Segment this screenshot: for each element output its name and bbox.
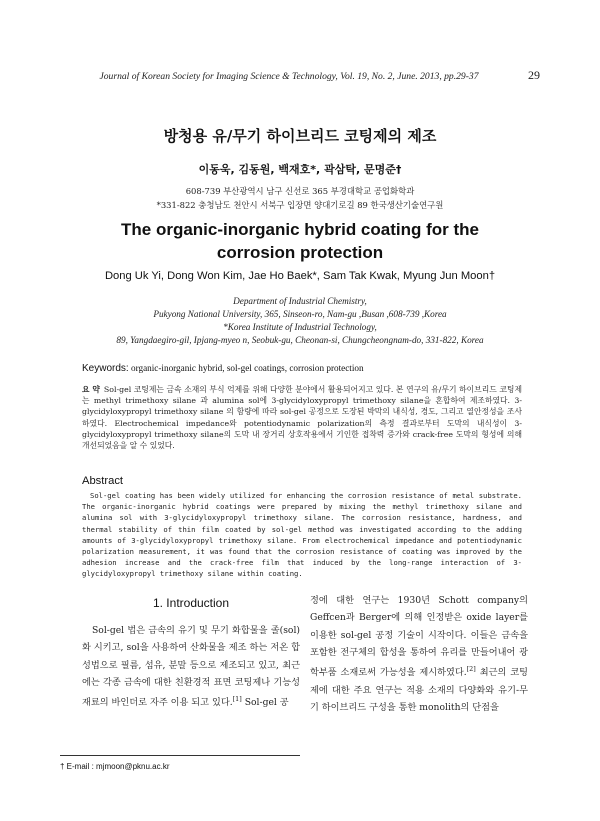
english-affiliation-1: Department of Industrial Chemistry, [233, 296, 367, 306]
intro-paragraph-left [82, 622, 300, 712]
keywords [82, 363, 522, 374]
page-number: 29 [528, 68, 540, 82]
footnote-rule [60, 755, 300, 756]
english-title: The organic-inorganic hybrid coating for the corrosion protection [121, 220, 479, 262]
citation-ref-1: [1] [232, 695, 242, 704]
korean-authors: 이동욱, 김동원, 백재호*, 곽삼탁, 문명준† [198, 163, 402, 176]
intro-paragraph-right [310, 592, 528, 716]
footnote-email: † E-mail : mjmoon@pknu.ac.kr [60, 762, 170, 771]
right-column [310, 592, 528, 716]
intro-left-tail: Sol-gel 공 [241, 697, 289, 709]
citation-ref-2: [2] [466, 665, 476, 674]
korean-affiliation-1: 608-739 부산광역시 남구 신선로 365 부경대학교 공업화학과 [185, 186, 415, 196]
english-authors: Dong Uk Yi, Dong Won Kim, Jae Ho Baek*, Sam Tak Kwak, Myung Jun Moon† [104, 270, 496, 282]
korean-abstract-label: 요 약 [82, 385, 100, 394]
abstract-heading: Abstract [82, 475, 124, 487]
korean-title: 방청용 유/무기 하이브리드 코팅제의 제조 [163, 127, 437, 145]
keywords-label: Keywords: [82, 363, 129, 374]
english-affiliation-3: *Korea Institute of Industrial Technology, [223, 322, 377, 332]
running-header [60, 68, 540, 83]
keywords-text: organic-inorganic hybrid, sol-gel coatings, corrosion protection [130, 363, 364, 373]
korean-abstract [82, 384, 522, 451]
left-column [82, 592, 300, 712]
korean-abstract-text: Sol-gel 코팅제는 금속 소재의 부식 억제를 위해 다양한 분야에서 활용되어지고 있다. 본 연구의 유/무기 하이브리드 코팅제는 methyl trimethoxy silane 과 alumina sol에 3-glycidyloxypropyl trimethoxy silane을 혼합하여 제조하였다. 3-glycidyloxypropyl trimethoxy silane 의 함량에 따라 sol-gel 공정으로 도장된 박막의 내식성, 경도, 그리고 열안정성을 조사하였다. Electrochemical impedance와 potentiodynamic polarization의 측정 결과로부터 도막의 내식성이 3-glycidyloxypropyl trimethoxy silane의 도막 내 장거리 상호작용에서 기인한 접착력 증가와 crack-free 도막의 형성에 의해 개선되었음을 알 수 있었다. [82, 385, 522, 451]
section-heading-introduction: 1. Introduction [152, 596, 230, 610]
intro-right-tail: 최근의 코팅제에 대한 주요 연구는 적용 소재의 다양화와 유기-무기 하이브리드 구성을 통한 monolith의 단점을 [310, 667, 529, 713]
english-abstract: Sol-gel coating has been widely utilized for enhancing the corrosion resistance of metal substrate. The organic-inorganic hybrid coatings were prepared by mixing the methyl trimethoxy silane and alumina sol with 3-glycidyloxypropyl trimethoxy silane. The corrosion resistance, hardness, and thermal stability of thin film coated by sol-gel method was investigated according to the adding amounts of 3-glycidyloxypropyl trimethoxy silane. From electrochemical impedance and potentiodynamic polarization measurement, it was found that the corrosion resistance of coating was improved by the adhesion increase and the crack-free film that induced by the long-range interaction of 3-glycidyloxypropyl trimethoxy silane within coating. [82, 491, 522, 579]
english-affiliation-2: Pukyong National University, 365, Sinseon-ro, Nam-gu ,Busan ,608-739 ,Korea [153, 309, 447, 319]
intro-right-text: 정에 대한 연구는 1930년 Schott company의 Geffcen과 Berger에 의해 인정받은 oxide layer를 이용한 sol-gel 공정 기술이 시작이다. 이들은 금속을 포함한 전구체의 합성을 통하여 유리를 만들어내어 광학부품 소재로써 가능성을 제시하였다. [310, 595, 528, 679]
korean-affiliation-2: *331-822 충청남도 천안시 서북구 입장면 양대기로길 89 한국생산기술연구원 [156, 200, 444, 210]
intro-left-text: Sol-gel 법은 금속의 유기 및 무기 화합물을 졸(sol)화 시키고, sol을 사용하여 산화물을 제조 하는 저온 합성법으로 필름, 섬유, 분말 등으로 제조되고 있고, 최근에는 각종 금속에 대한 친환경적 표면 코팅제나 기능성 재료의 바인더로 자주 이용 되고 있다. [82, 625, 300, 709]
english-affiliation-4: 89, Yangdaegiro-gil, Ipjang-myeo n, Seobuk-gu, Cheonan-si, Chungcheongnam-do, 331-822, Korea [116, 335, 484, 345]
journal-citation: Journal of Korean Society for Imaging Science & Technology, Vol. 19, No. 2, June. 2013, pp.29-37 [99, 71, 479, 82]
